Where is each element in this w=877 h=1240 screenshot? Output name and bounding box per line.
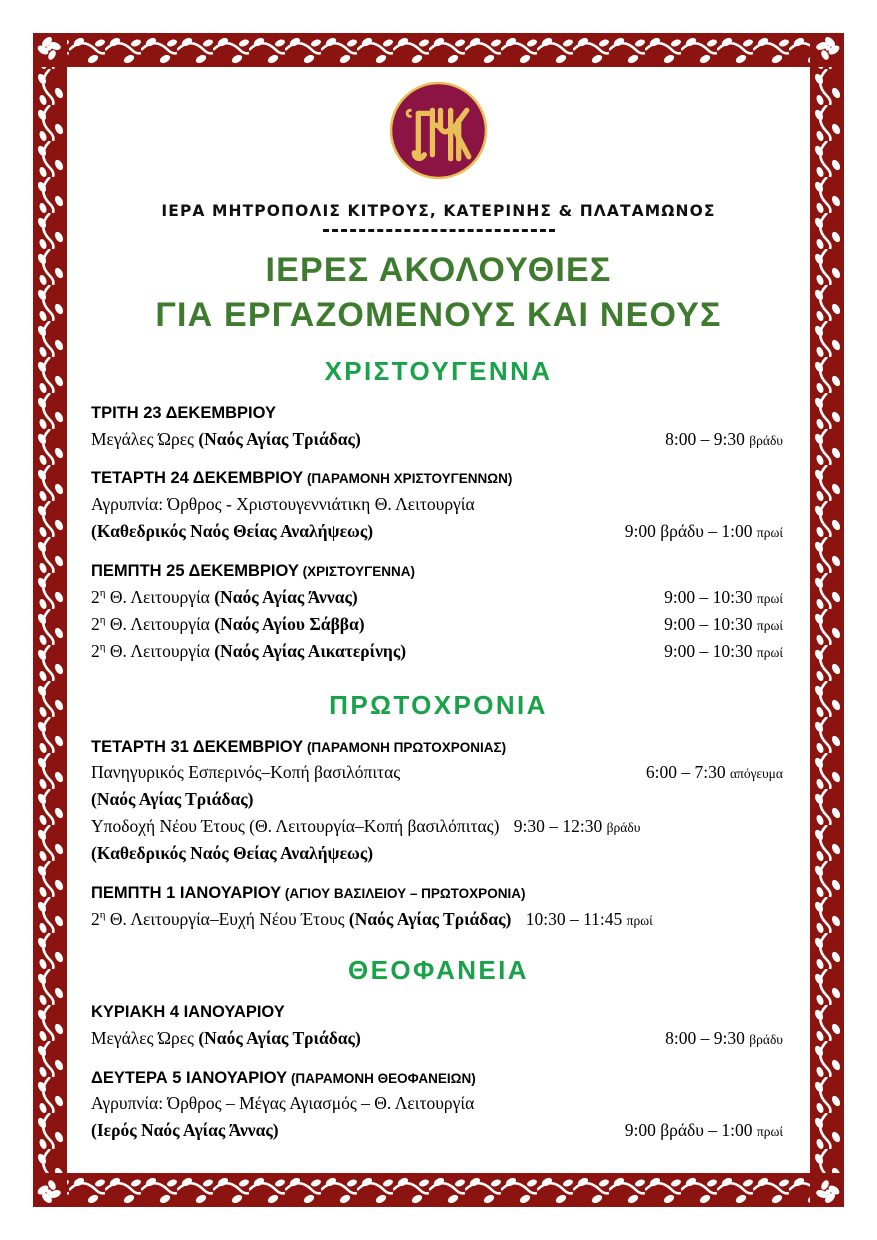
service-time-suffix: πρωί [756,525,783,541]
service-time-value: 8:00 – 9:30 [665,428,750,449]
service-time [664,584,783,611]
service-ordinal: 2 [91,613,100,634]
service-time [521,909,652,929]
service-time [625,518,783,545]
schedule-row [91,1090,810,1117]
service-place: (Ναός Αγίας Άννας) [214,586,358,607]
day-date: ΠΕΜΠΤΗ 25 ΔΕΚΕΜΒΡΙΟΥ [91,562,299,581]
schedule-row [91,1117,810,1144]
service-place: (Ναός Αγίας Τριάδας) [91,789,254,810]
day-heading [91,559,810,584]
service-label: Πανηγυρικός Εσπερινός–Κοπή βασιλόπιτας [91,762,401,783]
day-date: ΚΥΡΙΑΚΗ 4 ΙΑΝΟΥΑΡΙΟΥ [91,1002,285,1021]
service-place: (Καθεδρικός Ναός Θείας Αναλήψεως) [91,843,374,864]
section-heading-new-year: ΠΡΩΤΟΧΡΟΝΙΑ [329,689,548,720]
section-heading-theophany: ΘΕΟΦΑΝΕΙΑ [348,954,529,985]
schedule-block [67,1066,810,1145]
day-heading [91,1000,810,1025]
service-place: (Ναός Αγίας Τριάδας) [198,428,361,449]
schedule-block [67,735,810,868]
corner-flower-bottom-left-icon [33,1173,67,1207]
day-date-note: (ΧΡΙΣΤΟΥΓΕΝΝΑ) [298,564,416,580]
day-date: ΤΕΤΑΡΤΗ 31 ΔΕΚΕΜΒΡΙΟΥ [91,737,304,756]
service-ordinal-sup: η [99,909,106,922]
day-heading [91,401,810,426]
day-heading [91,735,810,760]
service-time [664,638,783,665]
page-title [67,248,810,338]
service-label: Θ. Λειτουργία [105,613,215,634]
service-ordinal: 2 [91,908,100,929]
service-time-value: 9:00 – 10:30 [664,640,757,661]
service-time-suffix: βράδυ [749,1031,783,1047]
service-time [665,1025,783,1052]
metropolis-name: ΙΕΡΑ ΜΗΤΡΟΠΟΛΙΣ ΚΙΤΡΟΥΣ, ΚΑΤΕΡΙΝΗΣ & ΠΛΑΤΑΜΩΝΟΣ [161,202,716,220]
service-ordinal: 2 [91,640,100,661]
service-time [664,611,783,638]
schedule-block [67,466,810,545]
corner-flower-bottom-right-icon [810,1173,844,1207]
service-place: (Ναός Αγίας Τριάδας) [348,908,512,929]
service-place: (Ναός Αγίας Τριάδας) [198,1027,361,1048]
corner-flower-top-right-icon [810,33,844,67]
day-date-note: (ΠΑΡΑΜΟΝΗ ΠΡΩΤΟΧΡΟΝΙΑΣ) [303,739,507,755]
service-time-suffix: βράδυ [606,820,641,836]
vine-pattern-left-icon [33,33,67,1207]
service-time-value: 9:00 βράδυ – 1:00 [624,1120,757,1141]
dashed-separator [323,229,555,232]
service-label: Υποδοχή Νέου Έτους (Θ. Λειτουργία–Κοπή βασιλόπιτας) [91,816,504,837]
schedule-row [91,611,810,638]
service-time-value: 9:00 – 10:30 [664,586,757,607]
logo-container [67,67,810,186]
service-ordinal-sup: η [99,640,106,653]
service-time-suffix: πρωί [756,590,783,606]
service-time-value: 9:00 – 10:30 [664,613,757,634]
schedule-row [91,813,810,840]
service-label: Θ. Λειτουργία [105,640,215,661]
metropolis-seal-logo-icon [388,80,489,181]
day-heading [91,881,810,906]
schedule-block [67,881,810,933]
schedule-row [91,518,810,545]
schedule-block [67,401,810,453]
service-label: Αγρυπνία: Όρθρος – Μέγας Αγιασμός – Θ. Λειτουργία [91,1093,475,1114]
service-place: (Ιερός Ναός Αγίας Άννας) [91,1120,279,1141]
service-time-suffix: βράδυ [749,432,783,448]
service-label: Μεγάλες Ώρες [91,428,199,449]
schedule-row [91,786,810,813]
day-date: ΤΡΙΤΗ 23 ΔΕΚΕΜΒΡΙΟΥ [91,403,276,422]
schedule-row [91,1025,810,1052]
schedule-row [91,906,810,933]
day-heading [91,466,810,491]
page-title-line-2: ΓΙΑ ΕΡΓΑΖΟΜΕΝΟΥΣ ΚΑΙ ΝΕΟΥΣ [155,295,722,334]
service-time-suffix: απόγευμα [729,766,783,782]
border-band-right [810,33,844,1207]
day-date: ΔΕΥΤΕΡΑ 5 ΙΑΝΟΥΑΡΙΟΥ [91,1068,288,1087]
vine-pattern-top-icon [33,33,844,67]
service-time [646,759,783,786]
day-date: ΤΕΤΑΡΤΗ 24 ΔΕΚΕΜΒΡΙΟΥ [91,469,304,488]
schedule-row [91,638,810,665]
schedule-block [67,1000,810,1052]
service-time [514,816,641,836]
schedule-block [67,559,810,665]
vine-pattern-bottom-icon [33,1173,844,1207]
service-time-value: 10:30 – 11:45 [521,908,627,929]
border-band-top [33,33,844,67]
service-ordinal: 2 [91,586,100,607]
poster-content [67,67,810,1173]
schedule-row [91,759,810,786]
corner-flower-top-left-icon [33,33,67,67]
service-time-suffix: πρωί [626,912,653,928]
border-band-bottom [33,1173,844,1207]
service-ordinal-sup: η [99,586,106,599]
day-date-note: (ΠΑΡΑΜΟΝΗ ΘΕΟΦΑΝΕΙΩΝ) [287,1070,476,1086]
page-title-line-1: ΙΕΡΕΣ ΑΚΟΛΟΥΘΙΕΣ [265,251,612,289]
service-place: (Ναός Αγίου Σάββα) [214,613,365,634]
service-place: (Καθεδρικός Ναός Θείας Αναλήψεως) [91,521,374,542]
schedule-row [91,426,810,453]
service-time-value: 6:00 – 7:30 [645,762,730,783]
service-label: Θ. Λειτουργία–Ευχή Νέου Έτους [105,908,349,929]
day-heading [91,1066,810,1091]
service-time-suffix: πρωί [756,1124,783,1140]
day-date: ΠΕΜΠΤΗ 1 ΙΑΝΟΥΑΡΙΟΥ [91,884,282,903]
border-band-left [33,33,67,1207]
service-place: (Ναός Αγίας Αικατερίνης) [214,640,407,661]
service-label: Θ. Λειτουργία [105,586,215,607]
service-time-suffix: πρωί [756,617,783,633]
schedule-row [91,584,810,611]
service-time-value: 9:30 – 12:30 [513,816,607,837]
service-time [625,1117,783,1144]
day-date-note: (ΠΑΡΑΜΟΝΗ ΧΡΙΣΤΟΥΓΕΝΝΩΝ) [303,471,513,487]
service-ordinal-sup: η [99,613,106,626]
section-heading-christmas: ΧΡΙΣΤΟΥΓΕΝΝΑ [324,355,553,386]
service-label: Μεγάλες Ώρες [91,1027,199,1048]
service-time [665,426,783,453]
service-time-value: 8:00 – 9:30 [665,1027,750,1048]
service-label: Αγρυπνία: Όρθρος - Χριστουγεννιάτικη Θ. Λειτουργία [91,494,475,515]
service-time-suffix: πρωί [756,644,783,660]
day-date-note: (ΑΓΙΟΥ ΒΑΣΙΛΕΙΟΥ – ΠΡΩΤΟΧΡΟΝΙΑ) [281,886,526,902]
service-time-value: 9:00 βράδυ – 1:00 [624,521,757,542]
vine-pattern-right-icon [810,33,844,1207]
schedule-row [91,840,810,867]
schedule-row [91,491,810,518]
